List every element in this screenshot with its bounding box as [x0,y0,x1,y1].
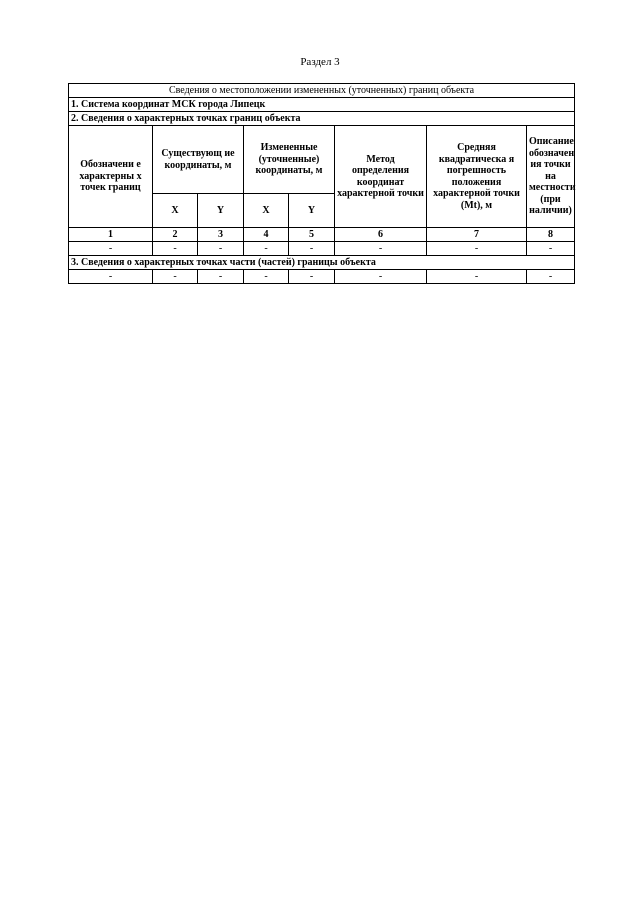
header-accuracy: Средняя квадратическа я погрешность положения характерной точки (Mt), м [427,126,527,228]
table-cell: - [335,242,427,256]
table-cell: - [427,242,527,256]
table-cell: - [198,270,244,284]
table-cell: - [289,270,335,284]
table-cell: - [427,270,527,284]
header-method: Метод определения координат характерной точки [335,126,427,228]
table-cell: - [244,242,289,256]
column-number: 1 [69,228,153,242]
header-existing-coords: Существующ ие координаты, м [153,126,244,194]
header-description: Описание обозначен ия точки на местности (при наличии) [527,126,575,228]
table-row [69,270,575,284]
table-cell: - [335,270,427,284]
header-designation: Обозначени е характерны х точек границ [69,126,153,228]
table-cell: - [527,242,575,256]
column-number: 2 [153,228,198,242]
column-number: 7 [427,228,527,242]
table-cell: - [69,270,153,284]
part-heading-row: 3. Сведения о характерных точках части (частей) границы объекта [69,256,575,270]
table-cell: - [244,270,289,284]
column-number: 8 [527,228,575,242]
table-cell: - [153,270,198,284]
column-number: 5 [289,228,335,242]
table-cell: - [69,242,153,256]
header-x-changed: X [244,194,289,228]
points-heading-row: 2. Сведения о характерных точках границ объекта [69,112,575,126]
section-title: Раздел 3 [300,56,340,68]
header-y-existing: Y [198,194,244,228]
table-cell: - [527,270,575,284]
column-number: 3 [198,228,244,242]
header-changed-coords: Измененные (уточненные) координаты, м [244,126,335,194]
column-numbers-row [69,228,575,242]
column-number: 4 [244,228,289,242]
table-row [69,242,575,256]
table-cell: - [198,242,244,256]
table-cell: - [153,242,198,256]
boundary-table [68,83,575,284]
header-x-existing: X [153,194,198,228]
coord-system-row: 1. Система координат МСК города Липецк [69,98,575,112]
table-cell: - [289,242,335,256]
column-number: 6 [335,228,427,242]
header-y-changed: Y [289,194,335,228]
table-title: Сведения о местоположении измененных (уточненных) границ объекта [69,84,575,98]
